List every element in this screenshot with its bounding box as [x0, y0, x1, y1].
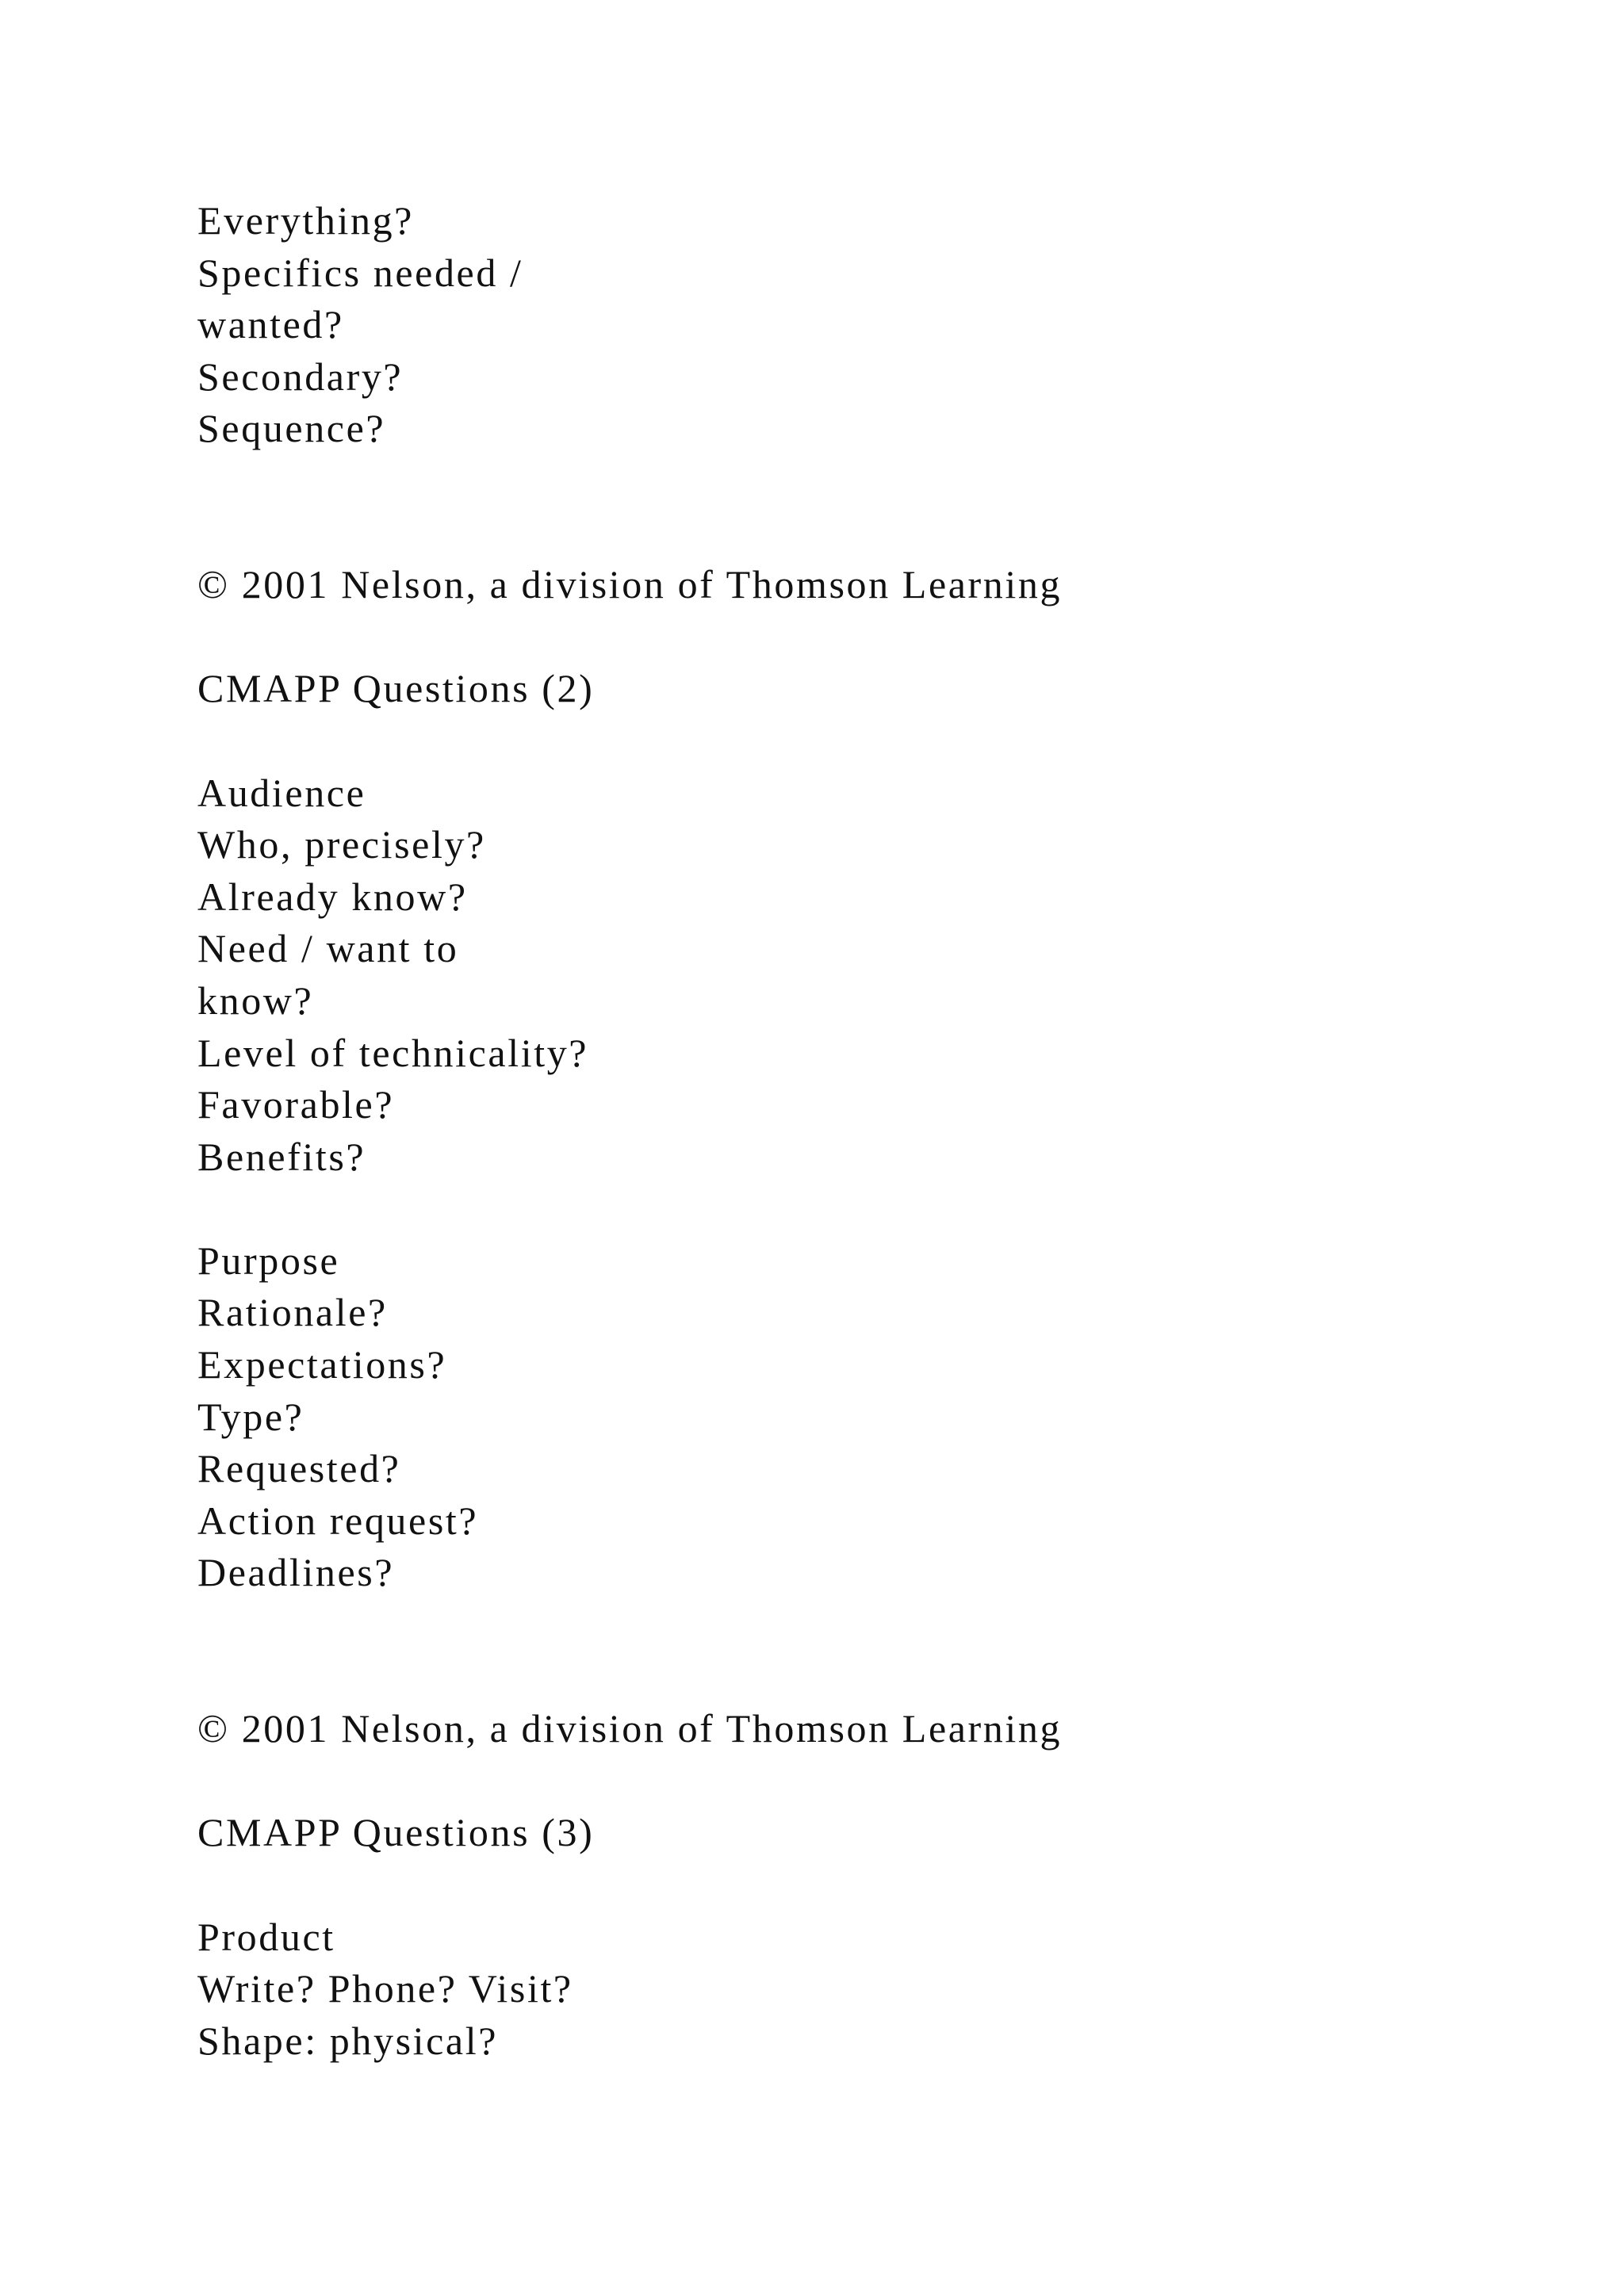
blank-line [197, 455, 1545, 507]
document-body [197, 195, 1545, 2067]
content-line: wanted? [197, 302, 344, 347]
content-line: Type? [197, 1394, 304, 1439]
content-line: Requested? [197, 1446, 401, 1491]
content-line: Need / want to [197, 926, 459, 971]
blank-line [197, 1183, 1545, 1235]
content-line: Favorable? [197, 1082, 395, 1127]
content-line: Expectations? [197, 1342, 447, 1387]
content-line: Specifics needed / [197, 250, 523, 295]
content-line: Benefits? [197, 1134, 366, 1179]
content-line: Already know? [197, 874, 468, 919]
blank-line [197, 1651, 1545, 1704]
copyright-notice: © 2001 Nelson, a division of Thomson Learning [197, 562, 1063, 607]
blank-line [197, 1755, 1545, 1808]
audience-title: Audience [197, 770, 366, 815]
content-line: Rationale? [197, 1290, 388, 1335]
product-title: Product [197, 1914, 335, 1959]
copyright-notice: © 2001 Nelson, a division of Thomson Learning [197, 1706, 1063, 1751]
blank-line [197, 715, 1545, 767]
content-line: Sequence? [197, 406, 386, 451]
blank-line [197, 507, 1545, 560]
content-line: Level of technicality? [197, 1030, 589, 1075]
content-line: Who, precisely? [197, 822, 486, 867]
blank-line [197, 1599, 1545, 1651]
blank-line [197, 611, 1545, 664]
content-line: Write? Phone? Visit? [197, 1966, 573, 2011]
content-line: Everything? [197, 198, 414, 243]
section-heading: CMAPP Questions (3) [197, 1810, 595, 1855]
content-line: know? [197, 978, 314, 1023]
blank-line [197, 1859, 1545, 1911]
content-line: Shape: physical? [197, 2018, 499, 2063]
content-line: Action request? [197, 1498, 479, 1543]
section-heading: CMAPP Questions (2) [197, 666, 595, 711]
content-line: Secondary? [197, 354, 404, 399]
content-line: Deadlines? [197, 1550, 395, 1595]
purpose-title: Purpose [197, 1238, 340, 1283]
